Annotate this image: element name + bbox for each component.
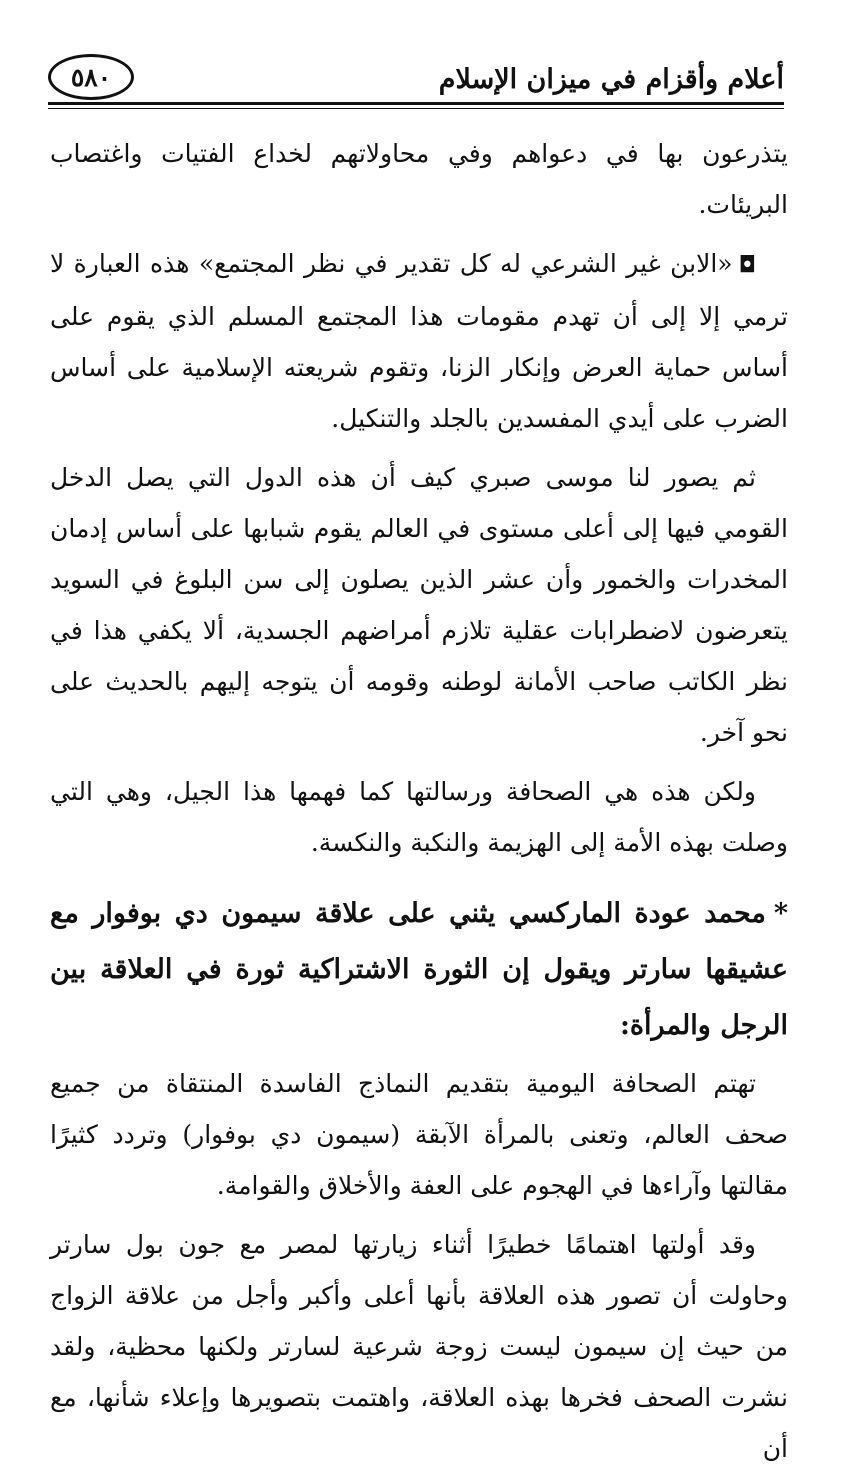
star-icon: *	[773, 898, 788, 929]
page-body	[50, 128, 788, 1482]
header-rule-thin	[48, 108, 784, 109]
section-heading	[50, 886, 788, 1054]
header-rule	[48, 102, 784, 105]
paragraph-4: ولكن هذه هي الصحافة ورسالتها كما فهمها هذا الجيل، وهي التي وصلت بهذه الأمة إلى الهزيمة والنكبة والنكسة.	[50, 777, 788, 857]
paragraph-2	[50, 238, 788, 444]
header-title: أعلام وأقزام في ميزان الإسلام	[438, 64, 784, 95]
square-bullet-icon: ◘	[738, 253, 756, 278]
running-header	[48, 52, 784, 108]
paragraph-3: ثم يصور لنا موسى صبري كيف أن هذه الدول التي يصل الدخل القومي فيها إلى أعلى مستوى في العالم يقوم شبابها على أساس إدمان المخدرات والخمور وأن عشر الذين يصلون إلى سن البلوغ في السويد يتعرضون لاضطرابات عقلية تلازم أمراضهم الجسدية، ألا يكفي هذا في نظر الكاتب صاحب الأمانة لوطنه وقومه أن يتوجه إليهم بالحديث على نحو آخر.	[50, 463, 788, 747]
page-number-badge	[48, 54, 134, 100]
paragraph-5: تهتم الصحافة اليومية بتقديم النماذج الفاسدة المنتقاة من جميع صحف العالم، وتعنى بالمرأة الآبقة (سيمون دي بوفوار) وتردد كثيرًا مقالتها وآراءها في الهجوم على العفة والأخلاق والقوامة.	[50, 1069, 788, 1200]
paragraph-1: يتذرعون بها في دعواهم وفي محاولاتهم لخداع الفتيات واغتصاب البريئات.	[50, 139, 788, 219]
section-heading-text: محمد عودة الماركسي يثني على علاقة سيمون دي بوفوار مع عشيقها سارتر ويقول إن الثورة الاشتراكية ثورة في العلاقة بين الرجل والمرأة:	[50, 898, 788, 1041]
paragraph-2-text: «الابن غير الشرعي له كل تقدير في نظر المجتمع» هذه العبارة لا ترمي إلا إلى أن تهدم مقومات هذا المجتمع المسلم الذي يقوم على أساس حماية العرض وإنكار الزنا، وتقوم شريعته الإسلامية على أساس الضرب على أيدي المفسدين بالجلد والتنكيل.	[50, 249, 788, 433]
paragraph-6: وقد أولتها اهتمامًا خطيرًا أثناء زيارتها لمصر مع جون بول سارتر وحاولت أن تصور هذه العلاقة بأنها أعلى وأكبر وأجل من علاقة الزواج من حيث إن سيمون ليست زوجة شرعية لسارتر ولكنها محظية، ولقد نشرت الصحف فخرها بهذه العلاقة، واهتمت بتصويرها وإعلاء شأنها، مع أن	[50, 1230, 788, 1463]
page-number: ٥٨٠	[70, 62, 112, 92]
